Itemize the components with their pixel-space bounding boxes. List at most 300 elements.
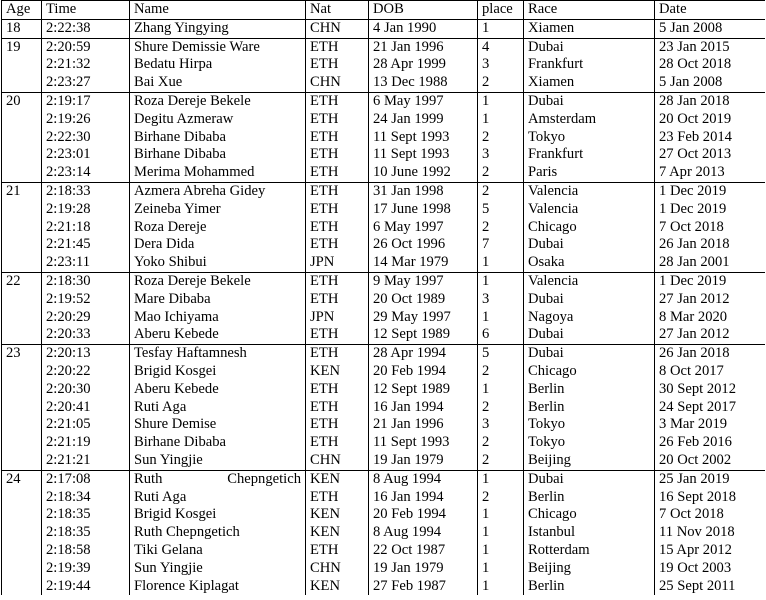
- age-cell: [2, 56, 42, 74]
- table-row: [2, 434, 766, 452]
- time-cell: 2:18:33: [42, 182, 130, 200]
- nat-cell: ETH: [306, 434, 369, 452]
- time-cell: 2:21:21: [42, 452, 130, 470]
- date-cell: 26 Jan 2018: [655, 236, 766, 254]
- nat-cell: JPN: [306, 254, 369, 272]
- place-cell: 1: [478, 506, 524, 524]
- nat-cell: CHN: [306, 19, 369, 38]
- date-cell: 7 Apr 2013: [655, 164, 766, 182]
- race-cell: Dubai: [524, 345, 655, 363]
- race-cell: Frankfurt: [524, 146, 655, 164]
- race-cell: Dubai: [524, 291, 655, 309]
- table-row: [2, 345, 766, 363]
- time-cell: 2:18:34: [42, 489, 130, 507]
- nat-cell: ETH: [306, 92, 369, 110]
- name-cell: Merima Mohammed: [130, 164, 306, 182]
- age-cell: 21: [2, 182, 42, 200]
- place-cell: 1: [478, 560, 524, 578]
- name-cell: Roza Dereje: [130, 219, 306, 237]
- dob-cell: 22 Oct 1987: [369, 542, 478, 560]
- header-name: Name: [130, 1, 306, 20]
- table-row: [2, 489, 766, 507]
- table-row: [2, 164, 766, 182]
- date-cell: 8 Mar 2020: [655, 309, 766, 327]
- race-cell: Chicago: [524, 219, 655, 237]
- age-cell: 24: [2, 470, 42, 488]
- time-cell: 2:18:58: [42, 542, 130, 560]
- dob-cell: 6 May 1997: [369, 219, 478, 237]
- race-cell: Tokyo: [524, 416, 655, 434]
- name-cell: Zeineba Yimer: [130, 201, 306, 219]
- dob-cell: 20 Feb 1994: [369, 506, 478, 524]
- time-cell: 2:17:08: [42, 470, 130, 488]
- age-cell: [2, 326, 42, 344]
- race-cell: Berlin: [524, 489, 655, 507]
- nat-cell: ETH: [306, 129, 369, 147]
- name-cell: Zhang Yingying: [130, 19, 306, 38]
- age-cell: 22: [2, 272, 42, 290]
- name-cell: Brigid Kosgei: [130, 506, 306, 524]
- name-cell: Roza Dereje Bekele: [130, 272, 306, 290]
- age-cell: [2, 560, 42, 578]
- dob-cell: 8 Aug 1994: [369, 524, 478, 542]
- age-cell: [2, 506, 42, 524]
- table-row: [2, 254, 766, 272]
- dob-cell: 14 Mar 1979: [369, 254, 478, 272]
- date-cell: 20 Oct 2002: [655, 452, 766, 470]
- time-cell: 2:23:27: [42, 74, 130, 92]
- dob-cell: 28 Apr 1999: [369, 56, 478, 74]
- date-cell: 23 Jan 2015: [655, 38, 766, 56]
- table-row: [2, 236, 766, 254]
- table-row: [2, 542, 766, 560]
- name-cell: Roza Dereje Bekele: [130, 92, 306, 110]
- nat-cell: CHN: [306, 452, 369, 470]
- race-cell: Frankfurt: [524, 56, 655, 74]
- name-cell: Degitu Azmeraw: [130, 111, 306, 129]
- nat-cell: ETH: [306, 326, 369, 344]
- dob-cell: 24 Jan 1999: [369, 111, 478, 129]
- age-cell: [2, 578, 42, 596]
- nat-cell: ETH: [306, 219, 369, 237]
- age-cell: [2, 381, 42, 399]
- nat-cell: ETH: [306, 381, 369, 399]
- place-cell: 2: [478, 399, 524, 417]
- name-cell: Bedatu Hirpa: [130, 56, 306, 74]
- nat-cell: CHN: [306, 74, 369, 92]
- name-cell: Tiki Gelana: [130, 542, 306, 560]
- dob-cell: 17 June 1998: [369, 201, 478, 219]
- table-container: [1, 0, 765, 600]
- race-cell: Rotterdam: [524, 542, 655, 560]
- dob-cell: 12 Sept 1989: [369, 381, 478, 399]
- nat-cell: ETH: [306, 416, 369, 434]
- age-cell: [2, 363, 42, 381]
- time-cell: 2:20:13: [42, 345, 130, 363]
- table-row: [2, 560, 766, 578]
- age-cell: [2, 542, 42, 560]
- race-cell: Berlin: [524, 578, 655, 596]
- place-cell: 2: [478, 219, 524, 237]
- dob-cell: 10 June 1992: [369, 164, 478, 182]
- place-cell: 7: [478, 236, 524, 254]
- race-cell: Berlin: [524, 381, 655, 399]
- date-cell: 28 Jan 2018: [655, 92, 766, 110]
- table-row: [2, 416, 766, 434]
- date-cell: 1 Dec 2019: [655, 182, 766, 200]
- nat-cell: ETH: [306, 111, 369, 129]
- date-cell: 3 Mar 2019: [655, 416, 766, 434]
- race-cell: Dubai: [524, 92, 655, 110]
- name-cell: Tesfay Haftamnesh: [130, 345, 306, 363]
- date-cell: 1 Dec 2019: [655, 201, 766, 219]
- place-cell: 1: [478, 309, 524, 327]
- table-header: [2, 1, 766, 20]
- marathon-records-table: [1, 0, 765, 595]
- place-cell: 2: [478, 182, 524, 200]
- date-cell: 27 Oct 2013: [655, 146, 766, 164]
- nat-cell: CHN: [306, 560, 369, 578]
- age-cell: [2, 254, 42, 272]
- age-cell: 18: [2, 19, 42, 38]
- place-cell: 1: [478, 470, 524, 488]
- dob-cell: 16 Jan 1994: [369, 399, 478, 417]
- place-cell: 5: [478, 345, 524, 363]
- table-row: [2, 182, 766, 200]
- nat-cell: ETH: [306, 236, 369, 254]
- race-cell: Xiamen: [524, 19, 655, 38]
- name-cell: Mare Dibaba: [130, 291, 306, 309]
- age-cell: [2, 489, 42, 507]
- age-cell: [2, 219, 42, 237]
- age-cell: [2, 201, 42, 219]
- dob-cell: 20 Oct 1989: [369, 291, 478, 309]
- time-cell: 2:19:26: [42, 111, 130, 129]
- nat-cell: ETH: [306, 399, 369, 417]
- age-cell: [2, 416, 42, 434]
- nat-cell: ETH: [306, 272, 369, 290]
- age-cell: [2, 309, 42, 327]
- time-cell: 2:22:38: [42, 19, 130, 38]
- date-cell: 27 Jan 2012: [655, 291, 766, 309]
- name-cell: Yoko Shibui: [130, 254, 306, 272]
- race-cell: Valencia: [524, 272, 655, 290]
- race-cell: Nagoya: [524, 309, 655, 327]
- header-date: Date: [655, 1, 766, 20]
- time-cell: 2:18:30: [42, 272, 130, 290]
- nat-cell: ETH: [306, 542, 369, 560]
- date-cell: 24 Sept 2017: [655, 399, 766, 417]
- date-cell: 28 Oct 2018: [655, 56, 766, 74]
- name-cell: Sun Yingjie: [130, 560, 306, 578]
- time-cell: 2:20:33: [42, 326, 130, 344]
- nat-cell: KEN: [306, 578, 369, 596]
- dob-cell: 12 Sept 1989: [369, 326, 478, 344]
- nat-cell: KEN: [306, 524, 369, 542]
- name-cell: Dera Dida: [130, 236, 306, 254]
- time-cell: 2:22:30: [42, 129, 130, 147]
- place-cell: 1: [478, 254, 524, 272]
- age-cell: 23: [2, 345, 42, 363]
- dob-cell: 11 Sept 1993: [369, 129, 478, 147]
- place-cell: 2: [478, 363, 524, 381]
- dob-cell: 31 Jan 1998: [369, 182, 478, 200]
- nat-cell: ETH: [306, 146, 369, 164]
- header-row: [2, 1, 766, 20]
- dob-cell: 26 Oct 1996: [369, 236, 478, 254]
- table-row: [2, 381, 766, 399]
- date-cell: 30 Sept 2012: [655, 381, 766, 399]
- header-dob: DOB: [369, 1, 478, 20]
- race-cell: Paris: [524, 164, 655, 182]
- dob-cell: 27 Feb 1987: [369, 578, 478, 596]
- table-row: [2, 326, 766, 344]
- nat-cell: KEN: [306, 506, 369, 524]
- nat-cell: KEN: [306, 470, 369, 488]
- name-cell: Birhane Dibaba: [130, 146, 306, 164]
- date-cell: 1 Dec 2019: [655, 272, 766, 290]
- race-cell: Valencia: [524, 201, 655, 219]
- date-cell: 19 Oct 2003: [655, 560, 766, 578]
- table-row: [2, 92, 766, 110]
- place-cell: 3: [478, 146, 524, 164]
- race-cell: Xiamen: [524, 74, 655, 92]
- name-cell: Aberu Kebede: [130, 381, 306, 399]
- header-age: Age: [2, 1, 42, 20]
- name-cell: Ruti Aga: [130, 489, 306, 507]
- table-row: [2, 201, 766, 219]
- age-cell: [2, 74, 42, 92]
- race-cell: Istanbul: [524, 524, 655, 542]
- age-cell: [2, 434, 42, 452]
- dob-cell: 4 Jan 1990: [369, 19, 478, 38]
- place-cell: 3: [478, 291, 524, 309]
- table-row: [2, 452, 766, 470]
- place-cell: 3: [478, 56, 524, 74]
- place-cell: 2: [478, 489, 524, 507]
- nat-cell: ETH: [306, 291, 369, 309]
- date-cell: 20 Oct 2019: [655, 111, 766, 129]
- race-cell: Beijing: [524, 560, 655, 578]
- date-cell: 5 Jan 2008: [655, 74, 766, 92]
- race-cell: Chicago: [524, 506, 655, 524]
- header-time: Time: [42, 1, 130, 20]
- date-cell: 27 Jan 2012: [655, 326, 766, 344]
- date-cell: 7 Oct 2018: [655, 506, 766, 524]
- time-cell: 2:19:39: [42, 560, 130, 578]
- date-cell: 25 Jan 2019: [655, 470, 766, 488]
- table-row: [2, 219, 766, 237]
- place-cell: 4: [478, 38, 524, 56]
- nat-cell: ETH: [306, 56, 369, 74]
- age-cell: [2, 524, 42, 542]
- name-cell: Birhane Dibaba: [130, 434, 306, 452]
- time-cell: 2:20:41: [42, 399, 130, 417]
- date-cell: 16 Sept 2018: [655, 489, 766, 507]
- table-row: [2, 578, 766, 596]
- table-row: [2, 524, 766, 542]
- dob-cell: 28 Apr 1994: [369, 345, 478, 363]
- table-row: [2, 506, 766, 524]
- table-row: [2, 129, 766, 147]
- age-cell: [2, 399, 42, 417]
- race-cell: Beijing: [524, 452, 655, 470]
- name-cell: Birhane Dibaba: [130, 129, 306, 147]
- nat-cell: KEN: [306, 363, 369, 381]
- table-row: [2, 74, 766, 92]
- race-cell: Tokyo: [524, 129, 655, 147]
- header-nat: Nat: [306, 1, 369, 20]
- time-cell: 2:19:44: [42, 578, 130, 596]
- table-row: [2, 19, 766, 38]
- place-cell: 2: [478, 452, 524, 470]
- name-cell: Ruth Chepngetich: [130, 470, 306, 488]
- name-cell: Florence Kiplagat: [130, 578, 306, 596]
- dob-cell: 11 Sept 1993: [369, 434, 478, 452]
- time-cell: 2:19:52: [42, 291, 130, 309]
- race-cell: Valencia: [524, 182, 655, 200]
- table-row: [2, 399, 766, 417]
- table-row: [2, 309, 766, 327]
- age-cell: 19: [2, 38, 42, 56]
- time-cell: 2:23:11: [42, 254, 130, 272]
- place-cell: 2: [478, 164, 524, 182]
- time-cell: 2:21:32: [42, 56, 130, 74]
- nat-cell: JPN: [306, 309, 369, 327]
- nat-cell: ETH: [306, 182, 369, 200]
- dob-cell: 9 May 1997: [369, 272, 478, 290]
- time-cell: 2:23:14: [42, 164, 130, 182]
- dob-cell: 13 Dec 1988: [369, 74, 478, 92]
- table-row: [2, 38, 766, 56]
- time-cell: 2:20:29: [42, 309, 130, 327]
- table-row: [2, 146, 766, 164]
- date-cell: 15 Apr 2012: [655, 542, 766, 560]
- race-cell: Osaka: [524, 254, 655, 272]
- name-cell: Azmera Abreha Gidey: [130, 182, 306, 200]
- place-cell: 1: [478, 524, 524, 542]
- place-cell: 1: [478, 19, 524, 38]
- time-cell: 2:18:35: [42, 506, 130, 524]
- date-cell: 7 Oct 2018: [655, 219, 766, 237]
- table-row: [2, 111, 766, 129]
- race-cell: Dubai: [524, 236, 655, 254]
- dob-cell: 11 Sept 1993: [369, 146, 478, 164]
- time-cell: 2:20:22: [42, 363, 130, 381]
- nat-cell: ETH: [306, 345, 369, 363]
- place-cell: 3: [478, 416, 524, 434]
- race-cell: Berlin: [524, 399, 655, 417]
- table-row: [2, 272, 766, 290]
- dob-cell: 21 Jan 1996: [369, 38, 478, 56]
- name-cell: Ruti Aga: [130, 399, 306, 417]
- date-cell: 11 Nov 2018: [655, 524, 766, 542]
- name-cell: Aberu Kebede: [130, 326, 306, 344]
- header-place: place: [478, 1, 524, 20]
- age-cell: [2, 164, 42, 182]
- race-cell: Chicago: [524, 363, 655, 381]
- table-row: [2, 363, 766, 381]
- date-cell: 25 Sept 2011: [655, 578, 766, 596]
- table-row: [2, 470, 766, 488]
- dob-cell: 6 May 1997: [369, 92, 478, 110]
- date-cell: 23 Feb 2014: [655, 129, 766, 147]
- race-cell: Dubai: [524, 470, 655, 488]
- name-cell: Sun Yingjie: [130, 452, 306, 470]
- place-cell: 1: [478, 381, 524, 399]
- place-cell: 2: [478, 74, 524, 92]
- date-cell: 8 Oct 2017: [655, 363, 766, 381]
- header-race: Race: [524, 1, 655, 20]
- name-cell: Brigid Kosgei: [130, 363, 306, 381]
- place-cell: 5: [478, 201, 524, 219]
- nat-cell: ETH: [306, 201, 369, 219]
- race-cell: Amsterdam: [524, 111, 655, 129]
- place-cell: 1: [478, 542, 524, 560]
- place-cell: 1: [478, 92, 524, 110]
- place-cell: 1: [478, 111, 524, 129]
- place-cell: 2: [478, 129, 524, 147]
- date-cell: 28 Jan 2001: [655, 254, 766, 272]
- dob-cell: 8 Aug 1994: [369, 470, 478, 488]
- place-cell: 6: [478, 326, 524, 344]
- race-cell: Tokyo: [524, 434, 655, 452]
- nat-cell: ETH: [306, 38, 369, 56]
- time-cell: 2:21:19: [42, 434, 130, 452]
- name-cell: Shure Demissie Ware: [130, 38, 306, 56]
- date-cell: 5 Jan 2008: [655, 19, 766, 38]
- date-cell: 26 Feb 2016: [655, 434, 766, 452]
- time-cell: 2:21:18: [42, 219, 130, 237]
- time-cell: 2:18:35: [42, 524, 130, 542]
- time-cell: 2:19:17: [42, 92, 130, 110]
- race-cell: Dubai: [524, 38, 655, 56]
- dob-cell: 16 Jan 1994: [369, 489, 478, 507]
- dob-cell: 19 Jan 1979: [369, 560, 478, 578]
- dob-cell: 21 Jan 1996: [369, 416, 478, 434]
- age-cell: [2, 236, 42, 254]
- age-cell: [2, 129, 42, 147]
- date-cell: 26 Jan 2018: [655, 345, 766, 363]
- dob-cell: 19 Jan 1979: [369, 452, 478, 470]
- time-cell: 2:20:30: [42, 381, 130, 399]
- age-cell: [2, 111, 42, 129]
- time-cell: 2:23:01: [42, 146, 130, 164]
- place-cell: 1: [478, 578, 524, 596]
- name-cell: Bai Xue: [130, 74, 306, 92]
- dob-cell: 29 May 1997: [369, 309, 478, 327]
- table-row: [2, 291, 766, 309]
- age-cell: [2, 452, 42, 470]
- table-body: [2, 19, 766, 595]
- table-row: [2, 56, 766, 74]
- place-cell: 1: [478, 272, 524, 290]
- time-cell: 2:20:59: [42, 38, 130, 56]
- name-cell: Mao Ichiyama: [130, 309, 306, 327]
- age-cell: [2, 146, 42, 164]
- age-cell: [2, 291, 42, 309]
- time-cell: 2:21:05: [42, 416, 130, 434]
- place-cell: 2: [478, 434, 524, 452]
- nat-cell: ETH: [306, 164, 369, 182]
- nat-cell: ETH: [306, 489, 369, 507]
- dob-cell: 20 Feb 1994: [369, 363, 478, 381]
- name-cell: Ruth Chepngetich: [130, 524, 306, 542]
- time-cell: 2:19:28: [42, 201, 130, 219]
- time-cell: 2:21:45: [42, 236, 130, 254]
- age-cell: 20: [2, 92, 42, 110]
- race-cell: Dubai: [524, 326, 655, 344]
